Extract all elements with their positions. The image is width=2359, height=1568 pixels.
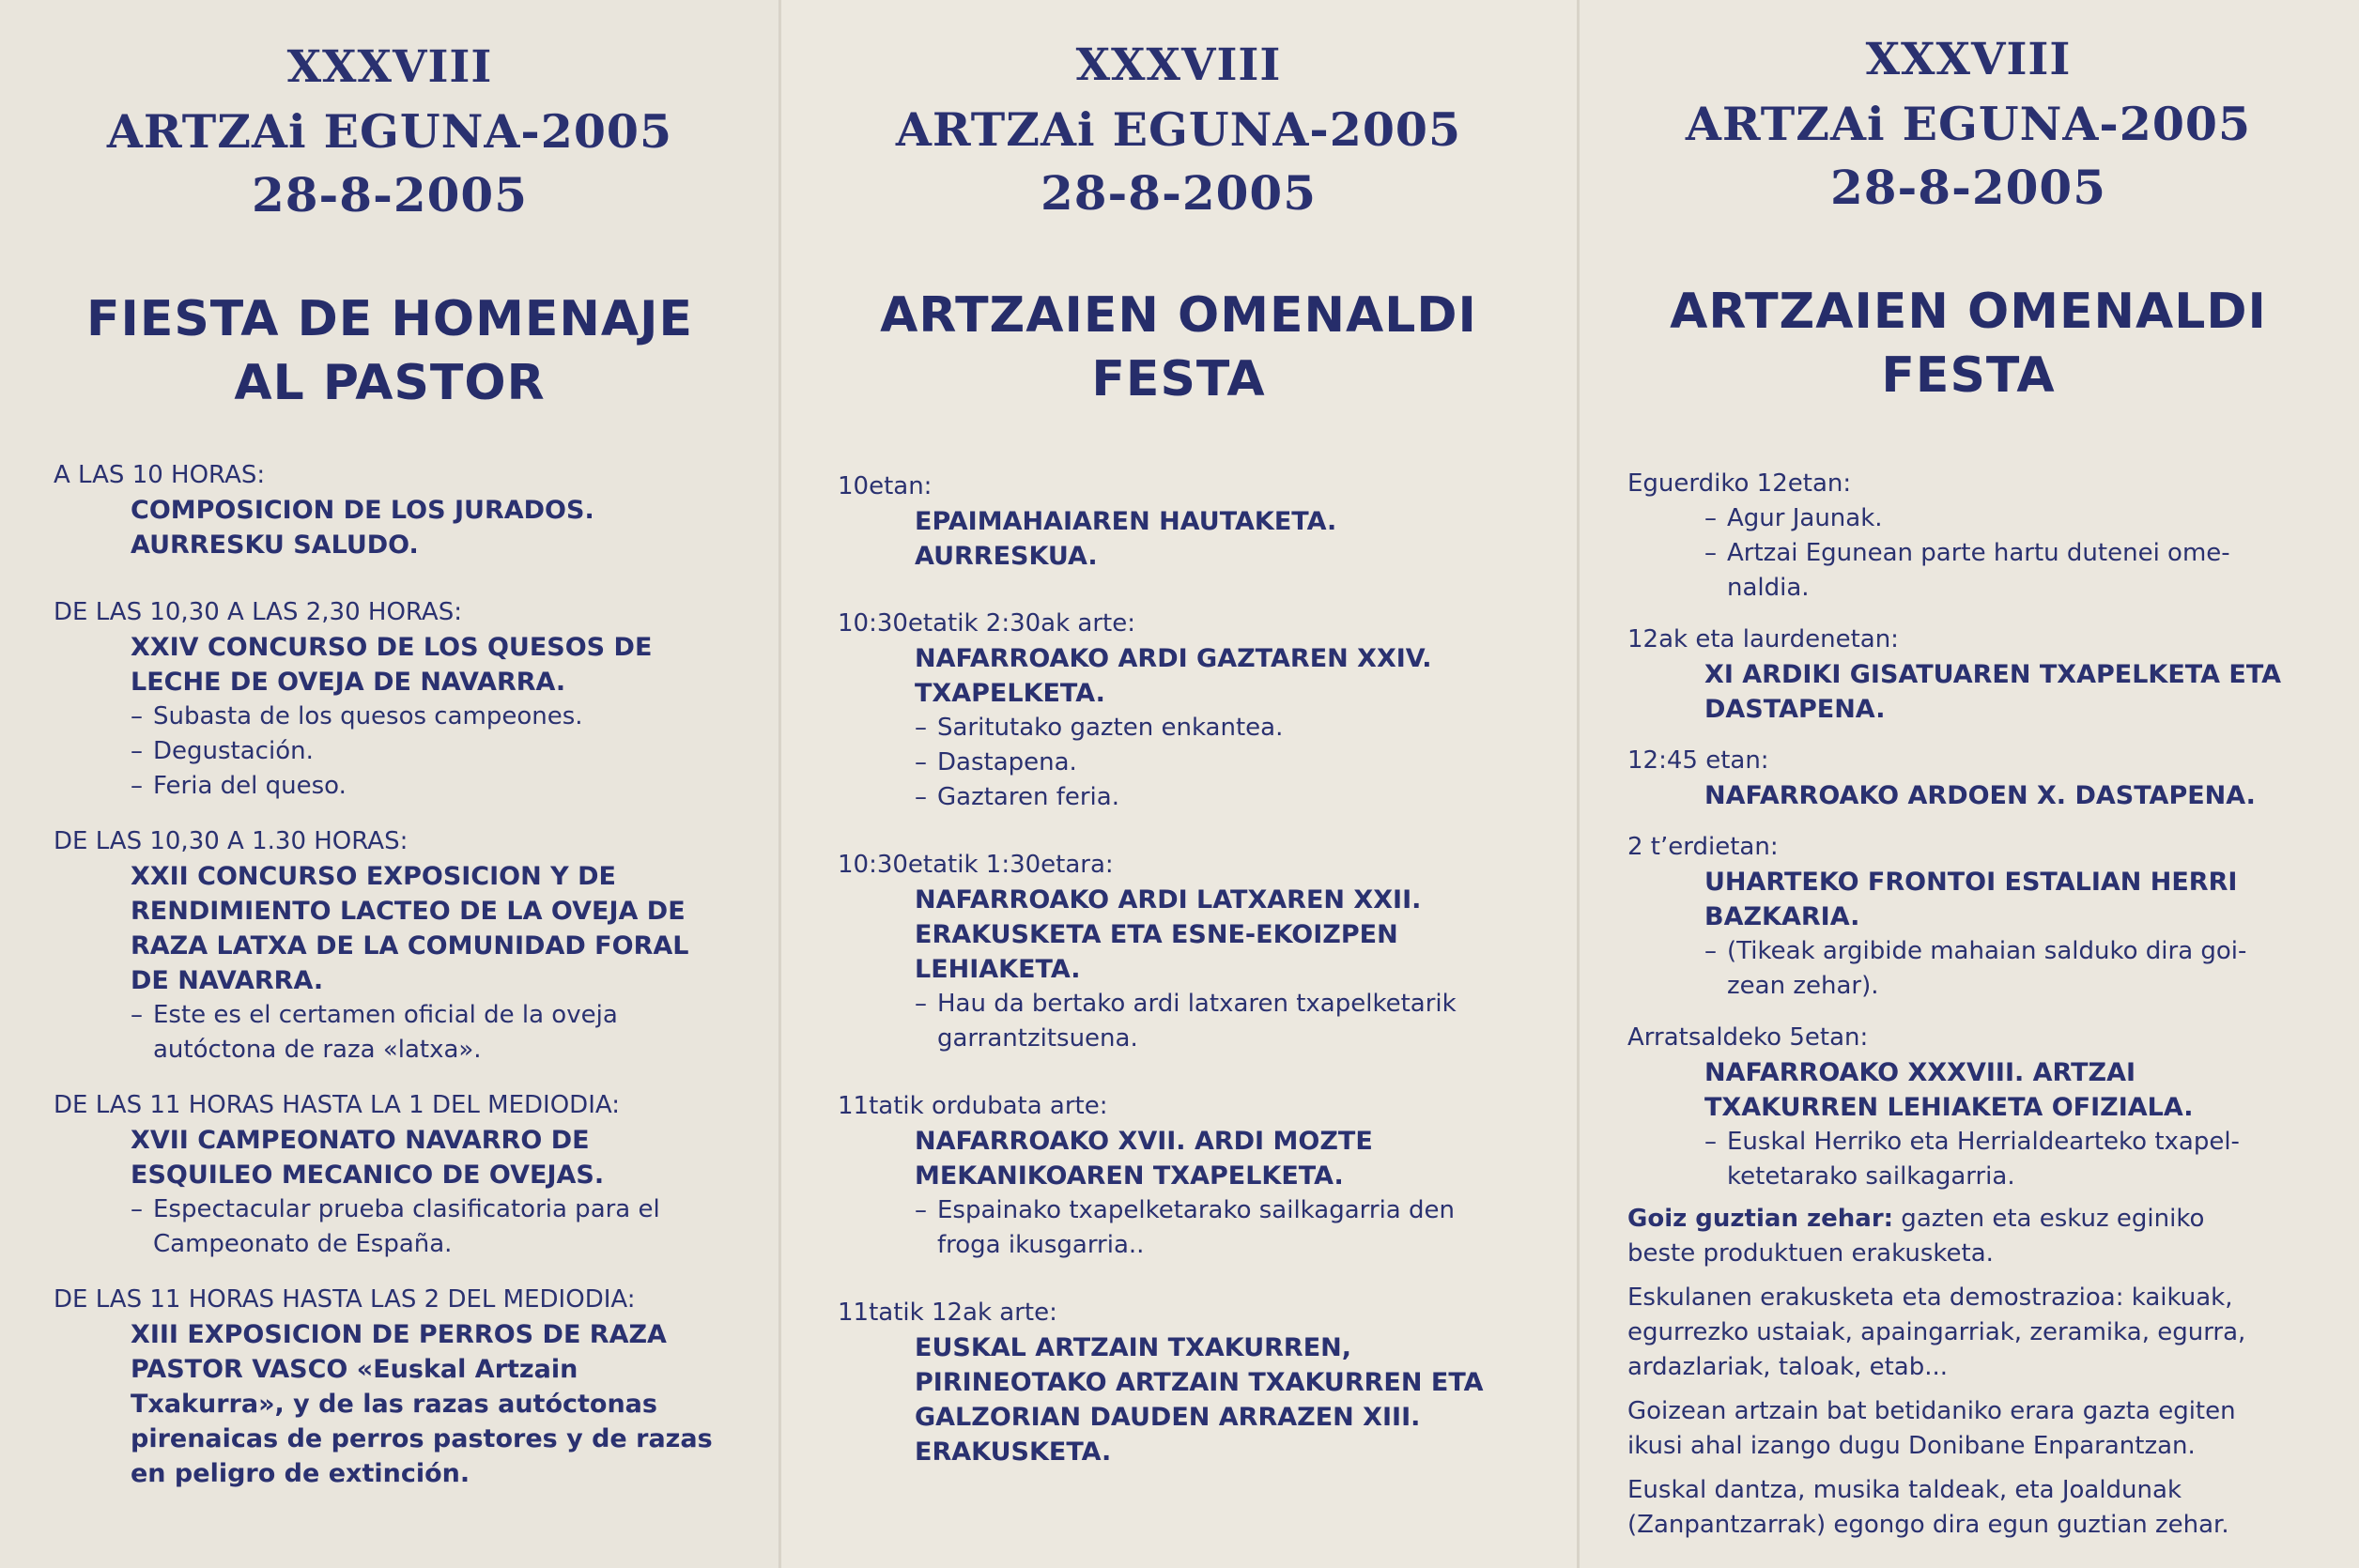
event-title: MEKANIKOAREN TXAPELKETA.	[915, 1161, 1344, 1191]
paragraph-lead: Goiz guztian zehar:	[1627, 1205, 1894, 1233]
schedule-item	[1627, 744, 2313, 813]
panel2-title	[779, 284, 1578, 411]
event-title: en peligro de extinción.	[131, 1459, 470, 1488]
event-detail: – Gaztaren feria.	[915, 783, 1119, 811]
schedule-item	[1627, 467, 2313, 606]
event-title: TXAKURREN LEHIAKETA OFIZIALA.	[1704, 1093, 2194, 1122]
fold-line-left	[779, 0, 781, 1568]
event-title: XI ARDIKI GISATUAREN TXAPELKETA ETA	[1704, 660, 2282, 689]
event-title: XXII CONCURSO EXPOSICION Y DE	[131, 862, 616, 891]
event-title: ERAKUSKETA.	[915, 1437, 1112, 1467]
title-line-1: ARTZAIEN OMENALDI	[880, 287, 1477, 344]
schedule-item	[838, 469, 1570, 574]
event-title: GALZORIAN DAUDEN ARRAZEN XIII.	[915, 1403, 1421, 1432]
event-detail: – Artzai Egunean parte hartu dutenei ome- naldia.	[1704, 539, 2230, 602]
event-detail: – Subasta de los quesos campeones.	[131, 702, 583, 730]
event-detail: – Espectacular prueba clasificatoria para el Campeonato de España.	[131, 1195, 660, 1258]
event-title: Txakurra», y de las razas autóctonas	[131, 1390, 657, 1419]
info-paragraph: Goiz guztian zehar: gazten eta eskuz eginiko beste produktuen erakusketa.	[1627, 1205, 2205, 1268]
event-title: NAFARROAKO ARDOEN X. DASTAPENA.	[1704, 781, 2256, 810]
title-line-2: FESTA	[1881, 347, 2056, 404]
event-detail: – Dastapena.	[915, 748, 1077, 776]
fold-line-right	[1577, 0, 1580, 1568]
event-title: DE NAVARRA.	[131, 966, 324, 995]
schedule-item	[54, 458, 767, 562]
panel3-schedule	[1627, 467, 2313, 1543]
edition-number: XXXVIII	[286, 41, 493, 93]
event-detail: – Hau da bertako ardi latxaren txapelketarik garrantzitsuena.	[915, 990, 1457, 1053]
title-line-1: FIESTA DE HOMENAJE	[85, 291, 694, 347]
schedule-item	[54, 1088, 767, 1262]
event-detail: – Agur Jaunak.	[1704, 504, 1883, 532]
schedule-time: DE LAS 10,30 A LAS 2,30 HORAS:	[54, 598, 462, 626]
event-title: PASTOR VASCO «Euskal Artzain	[131, 1355, 578, 1384]
event-date: 28-8-2005	[251, 167, 529, 223]
schedule-time: 11tatik 12ak arte:	[838, 1299, 1057, 1327]
panel3-title	[1578, 280, 2359, 407]
event-title: LEHIAKETA.	[915, 955, 1081, 984]
panel2-header	[779, 34, 1578, 225]
title-line-2: FESTA	[1091, 351, 1266, 407]
event-name: ARTZAi EGUNA-2005	[1685, 97, 2252, 151]
event-title: pirenaicas de perros pastores y de razas	[131, 1424, 713, 1453]
schedule-item	[54, 824, 767, 1068]
event-title: RAZA LATXA DE LA COMUNIDAD FORAL	[131, 931, 689, 961]
event-date: 28-8-2005	[1040, 165, 1318, 221]
panel1-title	[0, 287, 779, 415]
event-title: DASTAPENA.	[1704, 695, 1886, 724]
info-paragraph: Euskal dantza, musika taldeak, eta Joaldunak (Zanpantzarrak) egongo dira egun guztian zehar.	[1627, 1476, 2229, 1539]
event-title: NAFARROAKO ARDI LATXAREN XXII.	[915, 885, 1422, 915]
info-paragraph: Eskulanen erakusketa eta demostrazioa: kaikuak, egurrezko ustaiak, apaingarriak, zeramika, egurra, ardazlariak, taloak, etab...	[1627, 1284, 2246, 1381]
schedule-item	[838, 1089, 1570, 1263]
schedule-time: 11tatik ordubata arte:	[838, 1092, 1108, 1120]
schedule-time: 10etan:	[838, 472, 933, 500]
event-title: UHARTEKO FRONTOI ESTALIAN HERRI	[1704, 868, 2238, 897]
event-detail: – (Tikeak argibide mahaian salduko dira goi- zean zehar).	[1704, 937, 2247, 1000]
event-title: AURRESKUA.	[915, 542, 1098, 571]
title-line-2: AL PASTOR	[234, 355, 546, 411]
event-name: ARTZAi EGUNA-2005	[106, 104, 673, 159]
schedule-item	[838, 848, 1570, 1056]
event-title: NAFARROAKO XXXVIII. ARTZAI	[1704, 1058, 2136, 1087]
schedule-time: 10:30etatik 2:30ak arte:	[838, 609, 1136, 638]
event-title: EPAIMAHAIAREN HAUTAKETA.	[915, 507, 1337, 536]
schedule-item	[1627, 623, 2313, 727]
schedule-item	[838, 1296, 1570, 1469]
event-title: XVII CAMPEONATO NAVARRO DE	[131, 1126, 590, 1155]
event-title: PIRINEOTAKO ARTZAIN TXAKURREN ETA	[915, 1368, 1484, 1397]
schedule-item	[1627, 830, 2313, 1004]
event-title: LECHE DE OVEJA DE NAVARRA.	[131, 668, 566, 697]
edition-number: XXXVIII	[1075, 39, 1282, 91]
schedule-time: DE LAS 11 HORAS HASTA LAS 2 DEL MEDIODIA:	[54, 1285, 636, 1314]
panel3-header	[1578, 28, 2359, 220]
event-title: EUSKAL ARTZAIN TXAKURREN,	[915, 1333, 1352, 1362]
schedule-item	[54, 595, 767, 804]
event-title: NAFARROAKO XVII. ARDI MOZTE	[915, 1127, 1373, 1156]
event-name: ARTZAi EGUNA-2005	[895, 102, 1462, 157]
schedule-time: 12ak eta laurdenetan:	[1627, 625, 1899, 653]
event-title: XXIV CONCURSO DE LOS QUESOS DE	[131, 633, 653, 662]
event-title: XIII EXPOSICION DE PERROS DE RAZA	[131, 1320, 667, 1349]
schedule-time: Arratsaldeko 5etan:	[1627, 1023, 1869, 1052]
schedule-time: 12:45 etan:	[1627, 746, 1769, 775]
event-detail: – Este es el certamen oficial de la oveja autóctona de raza «latxa».	[131, 1001, 618, 1064]
schedule-item	[54, 1283, 767, 1491]
schedule-item	[838, 607, 1570, 815]
event-detail: – Saritutako gazten enkantea.	[915, 714, 1284, 742]
schedule-time: Eguerdiko 12etan:	[1627, 469, 1852, 498]
schedule-time: DE LAS 10,30 A 1.30 HORAS:	[54, 827, 409, 855]
info-paragraph: Goizean artzain bat betidaniko erara gazta egiten ikusi ahal izango dugu Donibane Enparantzan.	[1627, 1397, 2236, 1460]
event-title: RENDIMIENTO LACTEO DE LA OVEJA DE	[131, 897, 686, 926]
panel2-schedule	[838, 469, 1570, 1469]
event-title: ESQUILEO MECANICO DE OVEJAS.	[131, 1161, 605, 1190]
panel1-header	[0, 36, 779, 227]
schedule-time: 10:30etatik 1:30etara:	[838, 851, 1114, 879]
event-title: ERAKUSKETA ETA ESNE-EKOIZPEN	[915, 920, 1398, 949]
event-detail: – Espainako txapelketarako sailkagarria den froga ikusgarria..	[915, 1196, 1455, 1259]
event-date: 28-8-2005	[1829, 160, 2107, 215]
schedule-time: 2 t’erdietan:	[1627, 833, 1779, 861]
panel1-schedule	[54, 458, 767, 1491]
event-title: COMPOSICION DE LOS JURADOS.	[131, 496, 594, 525]
event-detail: – Euskal Herriko eta Herrialdearteko txapel- ketetarako sailkagarria.	[1704, 1128, 2240, 1191]
schedule-time: A LAS 10 HORAS:	[54, 461, 266, 489]
title-line-1: ARTZAIEN OMENALDI	[1670, 284, 2267, 340]
event-detail: – Feria del queso.	[131, 772, 347, 800]
schedule-item	[1627, 1021, 2313, 1194]
event-title: NAFARROAKO ARDI GAZTAREN XXIV.	[915, 644, 1432, 673]
event-title: TXAPELKETA.	[915, 679, 1105, 708]
event-title: AURRESKU SALUDO.	[131, 530, 419, 560]
schedule-time: DE LAS 11 HORAS HASTA LA 1 DEL MEDIODIA:	[54, 1091, 620, 1119]
event-detail: – Degustación.	[131, 737, 314, 765]
edition-number: XXXVIII	[1865, 34, 2072, 85]
event-title: BAZKARIA.	[1704, 902, 1860, 931]
